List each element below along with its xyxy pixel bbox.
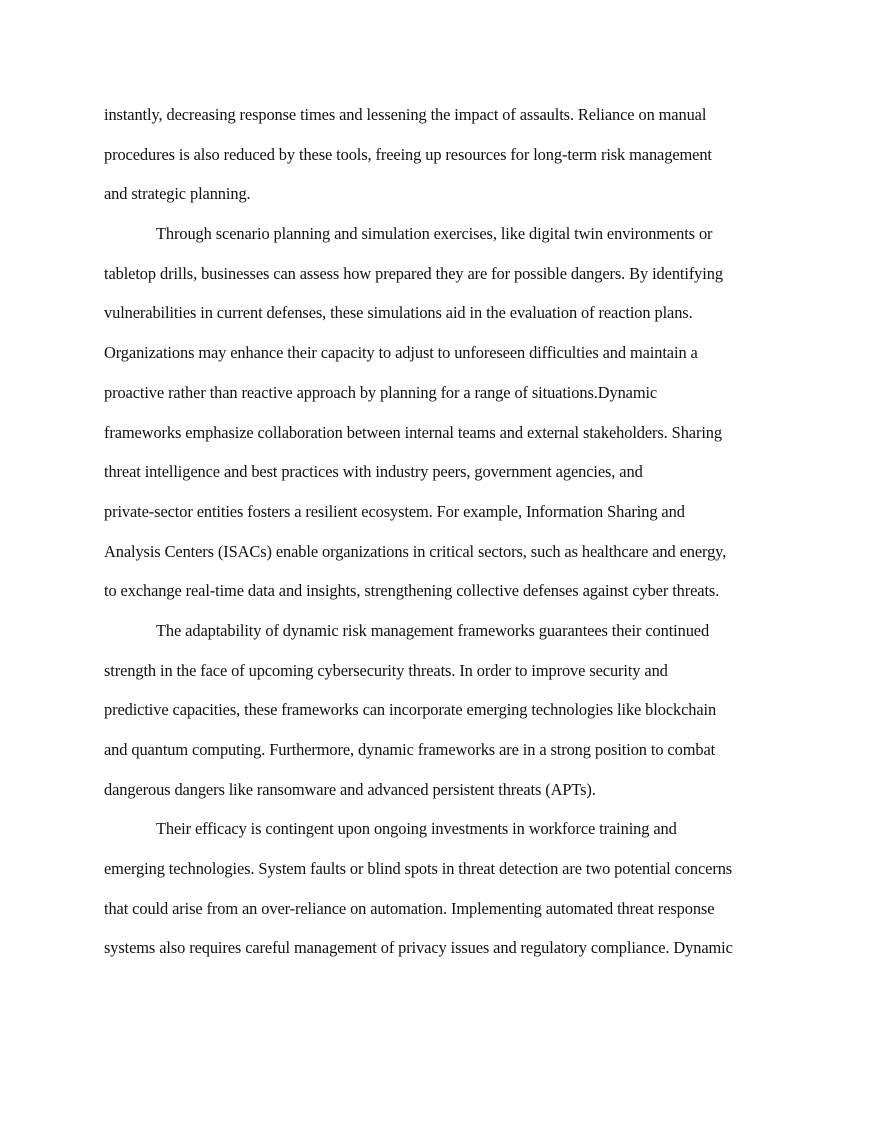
text-line: vulnerabilities in current defenses, these simulations aid in the evaluation of reaction plans. bbox=[104, 303, 693, 323]
text-line: The adaptability of dynamic risk management frameworks guarantees their continued bbox=[156, 620, 710, 640]
text-line: procedures is also reduced by these tools, freeing up resources for long-term risk management bbox=[104, 144, 712, 164]
text-line: instantly, decreasing response times and lessening the impact of assaults. Reliance on manual bbox=[104, 105, 707, 124]
paragraph-1 bbox=[104, 102, 804, 221]
text-line: to exchange real-time data and insights, strengthening collective defenses against cyber threats. bbox=[104, 581, 720, 601]
paragraph-4 bbox=[104, 816, 804, 975]
text-line: that could arise from an over-reliance on automation. Implementing automated threat response bbox=[104, 898, 715, 918]
text-line: Organizations may enhance their capacity to adjust to unforeseen difficulties and maintain a bbox=[104, 343, 698, 363]
text-line: strength in the face of upcoming cybersecurity threats. In order to improve security and bbox=[104, 660, 668, 680]
paragraph-3 bbox=[104, 618, 804, 816]
text-line: tabletop drills, businesses can assess how prepared they are for possible dangers. By identifying bbox=[104, 263, 723, 283]
text-line: systems also requires careful management of privacy issues and regulatory compliance. Dynamic bbox=[104, 938, 733, 958]
text-line: Their efficacy is contingent upon ongoing investments in workforce training and bbox=[156, 819, 677, 839]
paragraph-2 bbox=[104, 221, 804, 618]
body-text bbox=[104, 102, 804, 975]
text-line: Through scenario planning and simulation exercises, like digital twin environments or bbox=[156, 224, 713, 244]
text-line: predictive capacities, these frameworks can incorporate emerging technologies like blockchain bbox=[104, 700, 717, 720]
text-line: private-sector entities fosters a resilient ecosystem. For example, Information Sharing and bbox=[104, 501, 685, 521]
text-line: Analysis Centers (ISACs) enable organizations in critical sectors, such as healthcare and energy, bbox=[104, 541, 727, 561]
text-line: emerging technologies. System faults or blind spots in threat detection are two potential concerns bbox=[104, 859, 733, 879]
text-line: threat intelligence and best practices with industry peers, government agencies, and bbox=[104, 462, 643, 482]
text-line: and quantum computing. Furthermore, dynamic frameworks are in a strong position to combat bbox=[104, 740, 716, 759]
text-line: proactive rather than reactive approach by planning for a range of situations.Dynamic bbox=[104, 382, 658, 402]
text-line: frameworks emphasize collaboration between internal teams and external stakeholders. Sharing bbox=[104, 422, 722, 442]
text-line: dangerous dangers like ransomware and advanced persistent threats (APTs). bbox=[104, 779, 596, 799]
text-line: and strategic planning. bbox=[104, 184, 251, 204]
